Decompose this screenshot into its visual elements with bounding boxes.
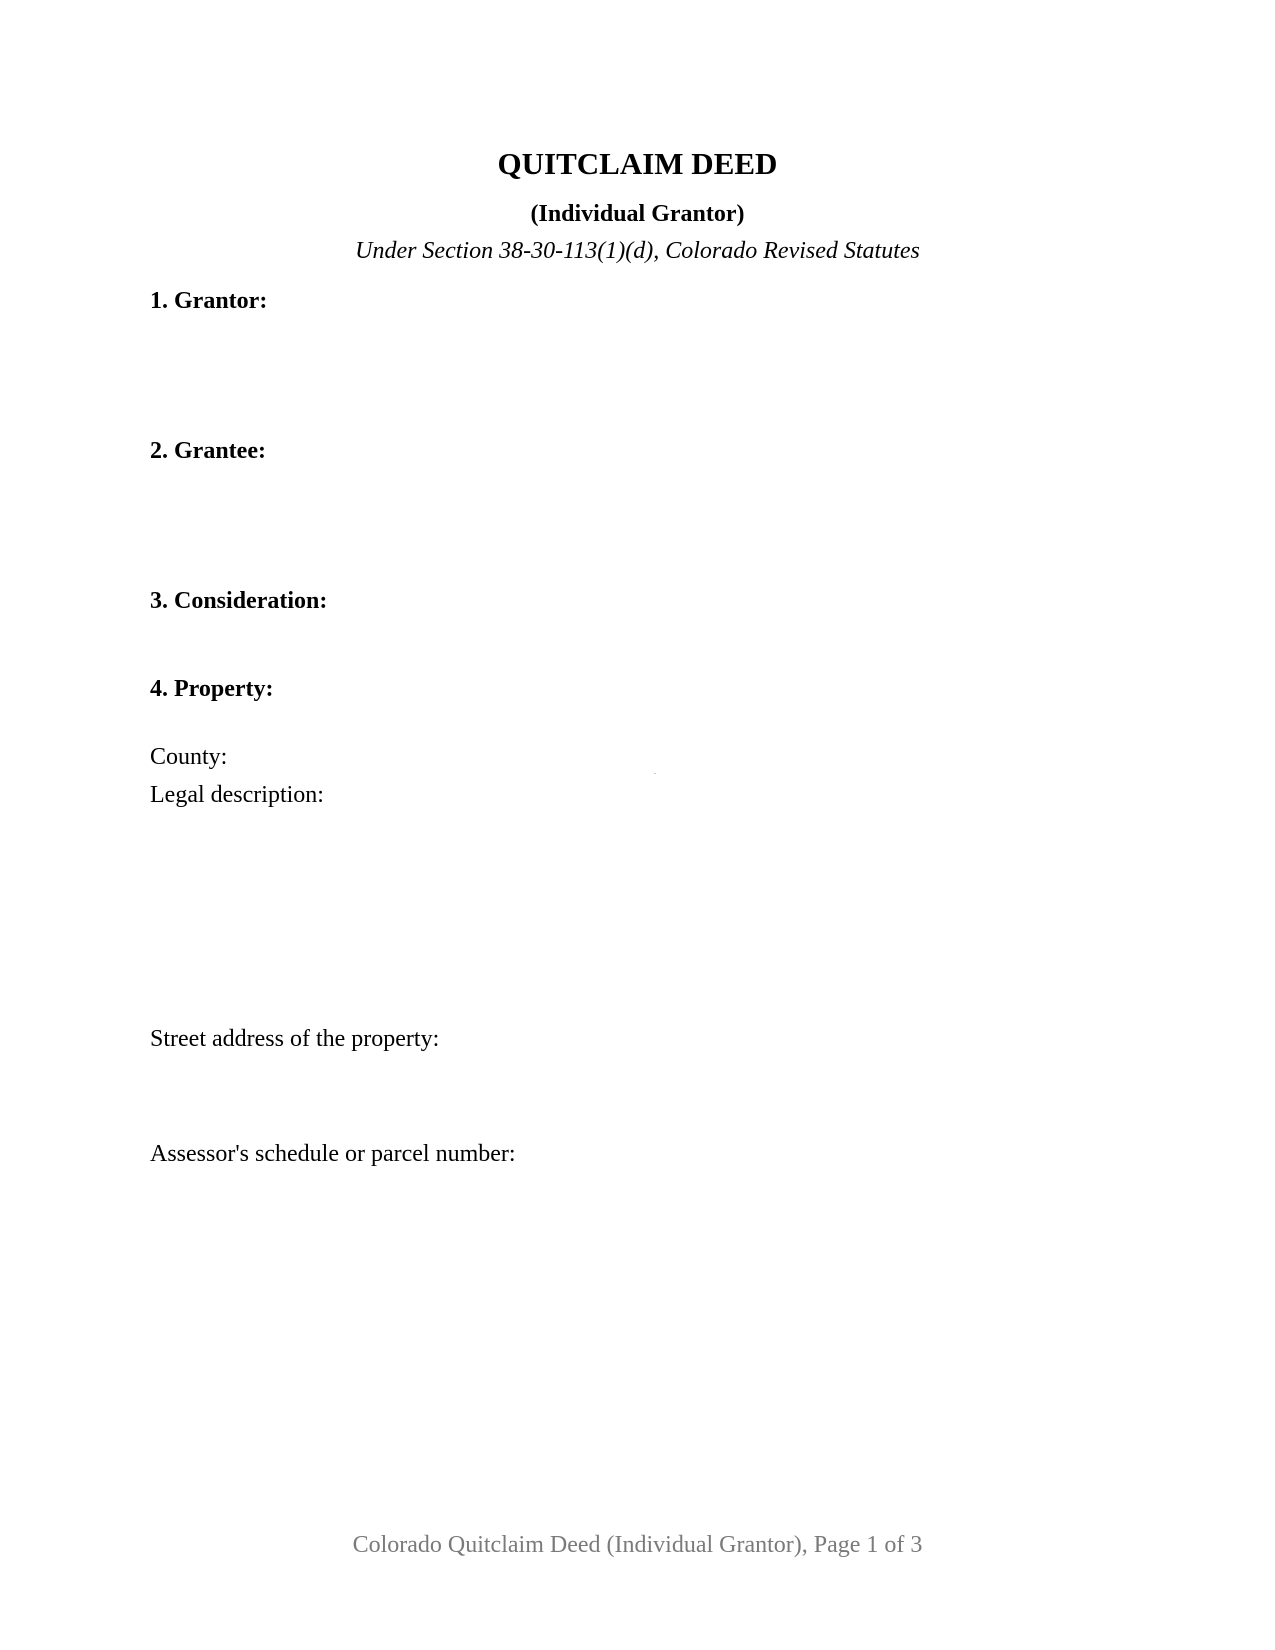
section-grantor-heading: 1. Grantor: xyxy=(150,288,268,314)
legal-description-label: Legal description: xyxy=(150,782,324,808)
document-title: QUITCLAIM DEED xyxy=(497,146,778,181)
page-footer: Colorado Quitclaim Deed (Individual Grantor), Page 1 of 3 xyxy=(352,1532,923,1558)
section-consideration-heading: 3. Consideration: xyxy=(150,588,328,614)
parcel-number-label: Assessor's schedule or parcel number: xyxy=(150,1141,516,1167)
county-label: County: xyxy=(150,744,228,770)
scan-speck xyxy=(654,773,656,774)
section-grantee-heading: 2. Grantee: xyxy=(150,438,266,464)
statute-reference: Under Section 38-30-113(1)(d), Colorado Revised Statutes xyxy=(355,238,920,264)
street-address-label: Street address of the property: xyxy=(150,1026,440,1052)
section-property-heading: 4. Property: xyxy=(150,676,274,702)
document-subtitle: (Individual Grantor) xyxy=(530,201,745,227)
